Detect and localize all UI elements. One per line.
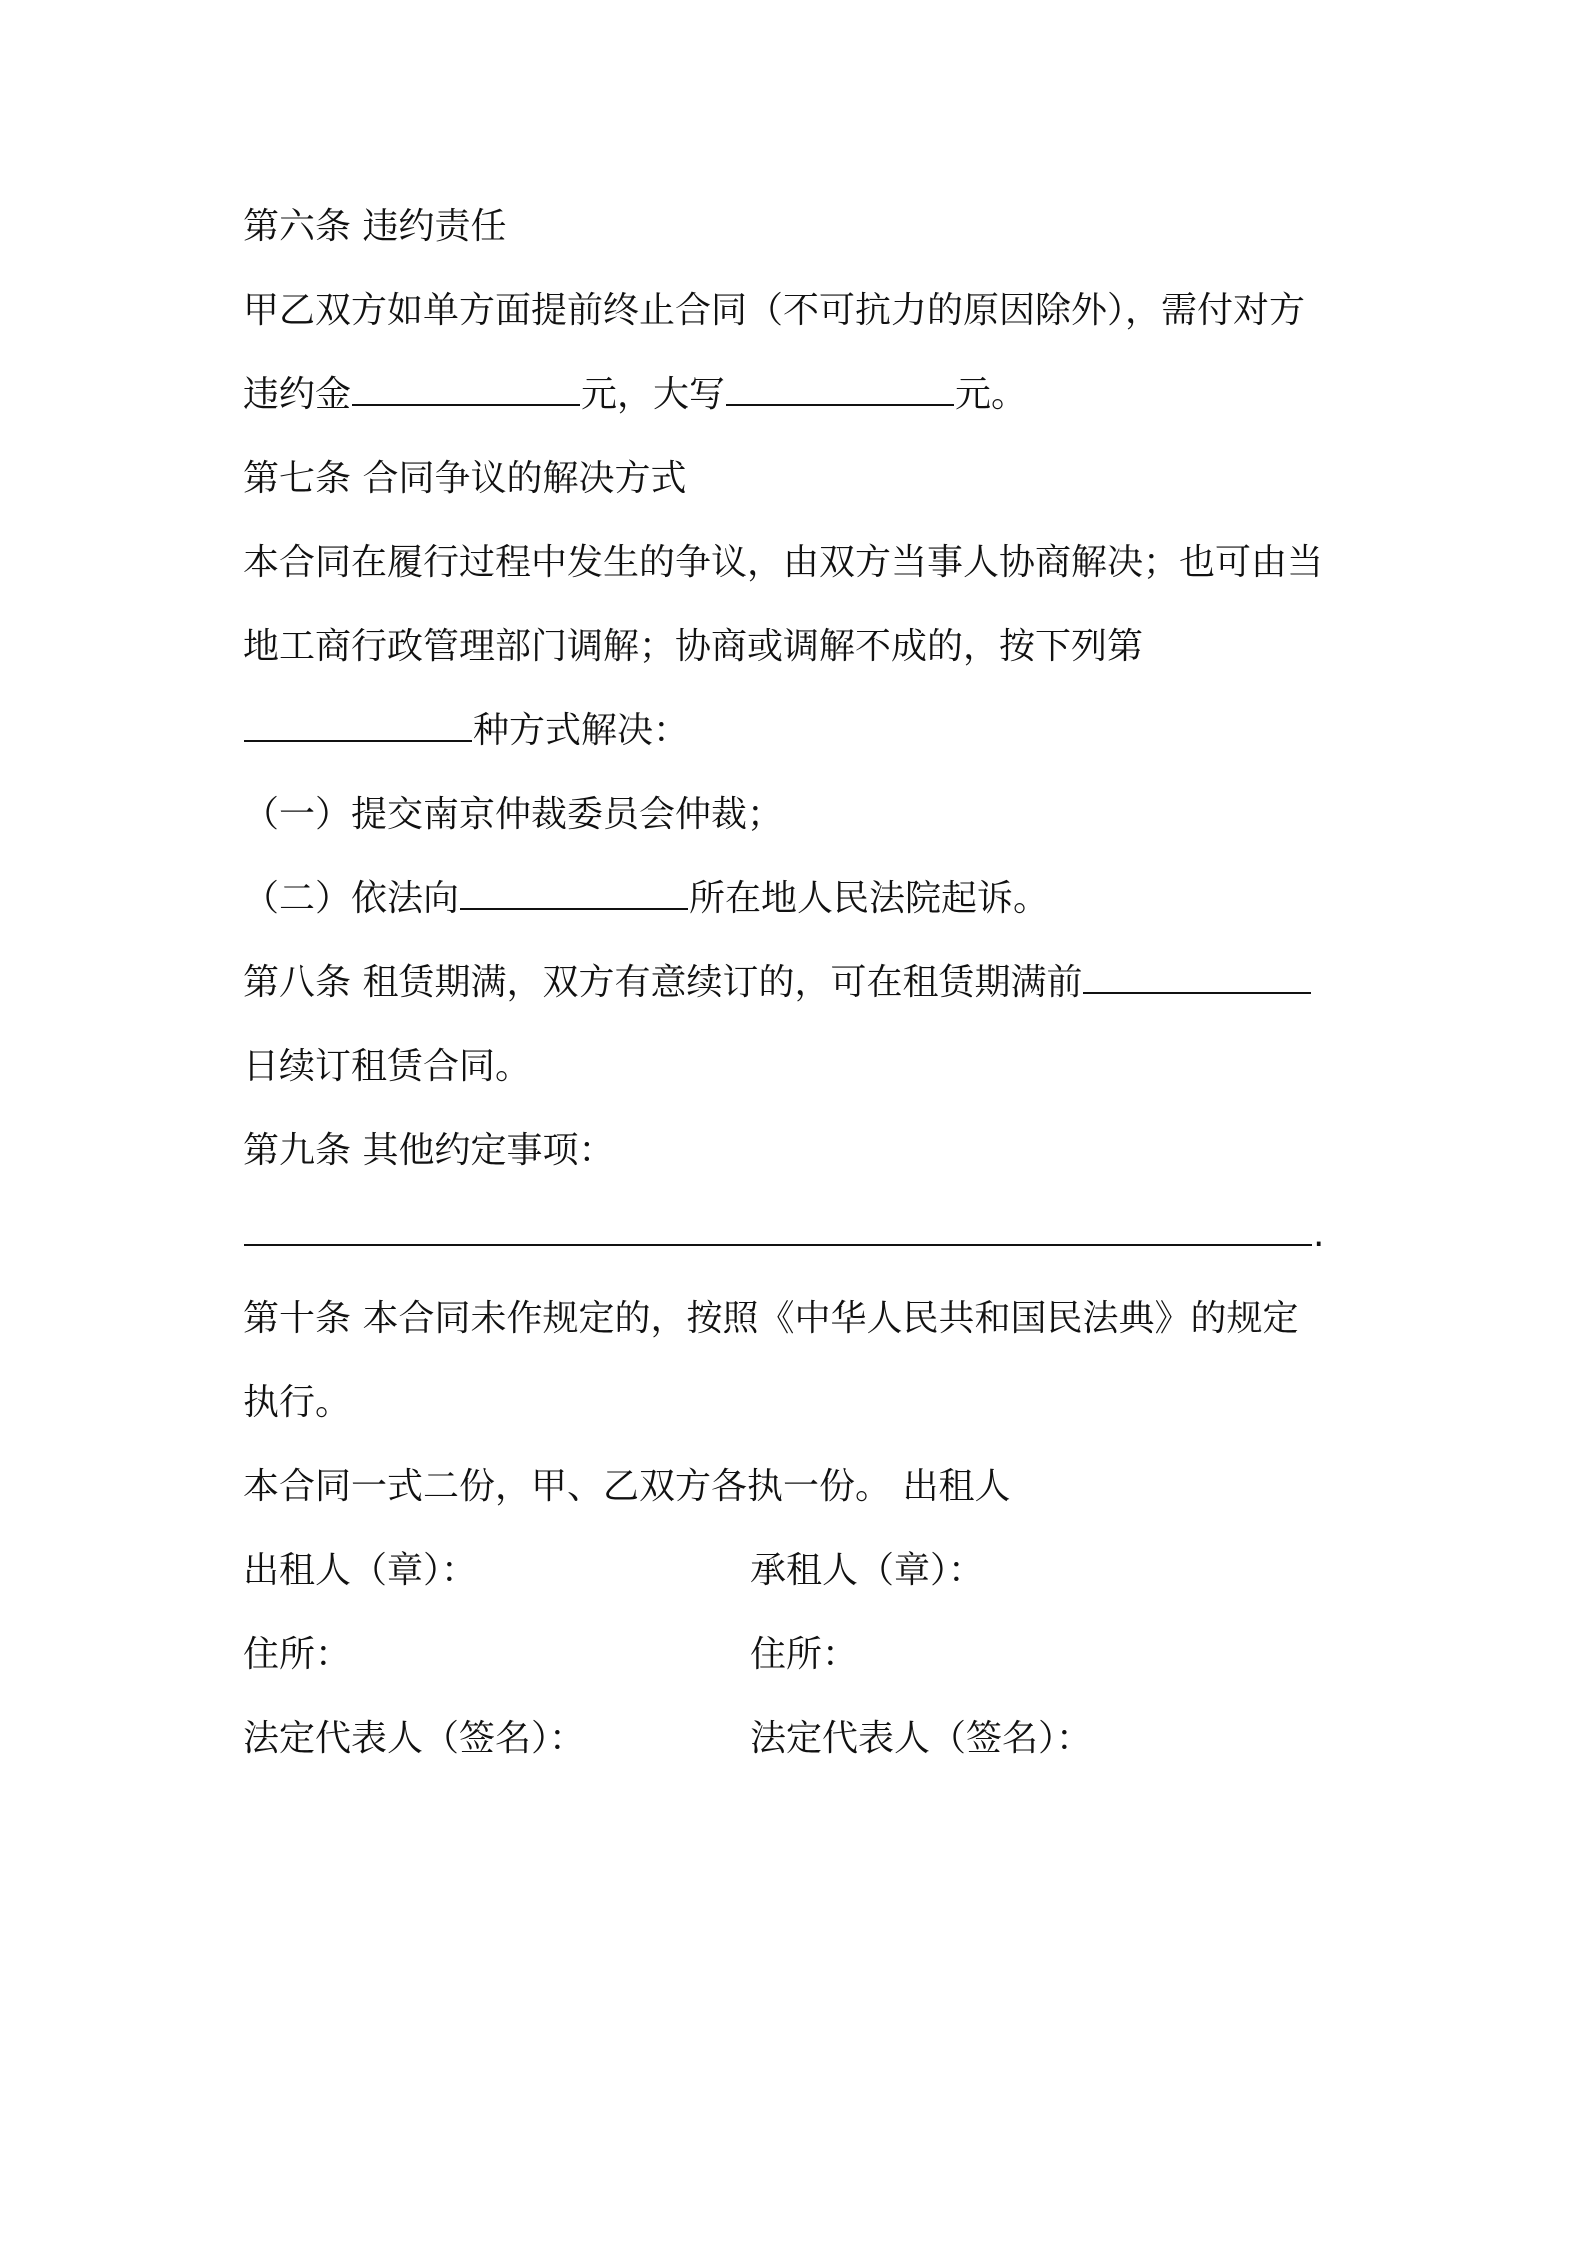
article-7-body-line-3: [243, 709, 689, 753]
option-2-suffix: 所在地人民法院起诉。: [689, 878, 1050, 919]
resolution-method-label: 种方式解决：: [473, 710, 690, 751]
other-terms-blank: [244, 1214, 1312, 1246]
article-8-line-1: [243, 961, 1312, 1005]
lessee-seal-label: 承租人（章）：: [750, 1550, 985, 1591]
article-9-title: 第九条 其他约定事项：: [243, 1130, 615, 1171]
article-6-body-line-2: [243, 373, 1027, 417]
lessee-representative-label: 法定代表人（签名）：: [750, 1718, 1093, 1759]
article-8-text: 第八条 租赁期满，双方有意续订的，可在租赁期满前: [243, 962, 1083, 1003]
penalty-label: 违约金: [243, 374, 352, 415]
article-8-line-2: 日续订租赁合同。: [243, 1046, 532, 1087]
resolution-method-blank: [244, 710, 472, 742]
lessor-seal-label: 出租人（章）：: [243, 1550, 478, 1591]
penalty-amount-blank: [352, 374, 580, 406]
article-7-option-2: [243, 877, 1049, 921]
copies-statement: 本合同一式二份，甲、乙双方各执一份。 出租人: [243, 1466, 1011, 1507]
court-location-blank: [460, 878, 688, 910]
penalty-words-blank: [726, 374, 954, 406]
article-10-line-1: 第十条 本合同未作规定的，按照《中华人民共和国民法典》的规定: [243, 1298, 1299, 1339]
article-6-title: 第六条 违约责任: [243, 206, 507, 247]
renewal-days-blank: [1083, 962, 1311, 994]
option-2-prefix: （二）依法向: [243, 878, 460, 919]
amount-in-words-label: 元，大写: [581, 374, 726, 415]
article-10-line-2: 执行。: [243, 1382, 352, 1423]
article-7-body-line-2: 地工商行政管理部门调解；协商或调解不成的，按下列第: [243, 626, 1144, 667]
lessor-address-label: 住所：: [243, 1634, 352, 1675]
article-6-body-line-1: 甲乙双方如单方面提前终止合同（不可抗力的原因除外），需付对方: [243, 290, 1306, 331]
lessor-representative-label: 法定代表人（签名）：: [243, 1718, 586, 1759]
lessee-address-label: 住所：: [750, 1634, 859, 1675]
article-7-title: 第七条 合同争议的解决方式: [243, 458, 687, 499]
article-9-other-terms: [243, 1213, 1324, 1257]
article-7-option-1: （一）提交南京仲裁委员会仲裁；: [243, 794, 784, 835]
currency-unit: 元。: [955, 374, 1028, 415]
other-terms-period: .: [1313, 1214, 1325, 1255]
article-7-body-line-1: 本合同在履行过程中发生的争议，由双方当事人协商解决；也可由当: [243, 542, 1324, 583]
